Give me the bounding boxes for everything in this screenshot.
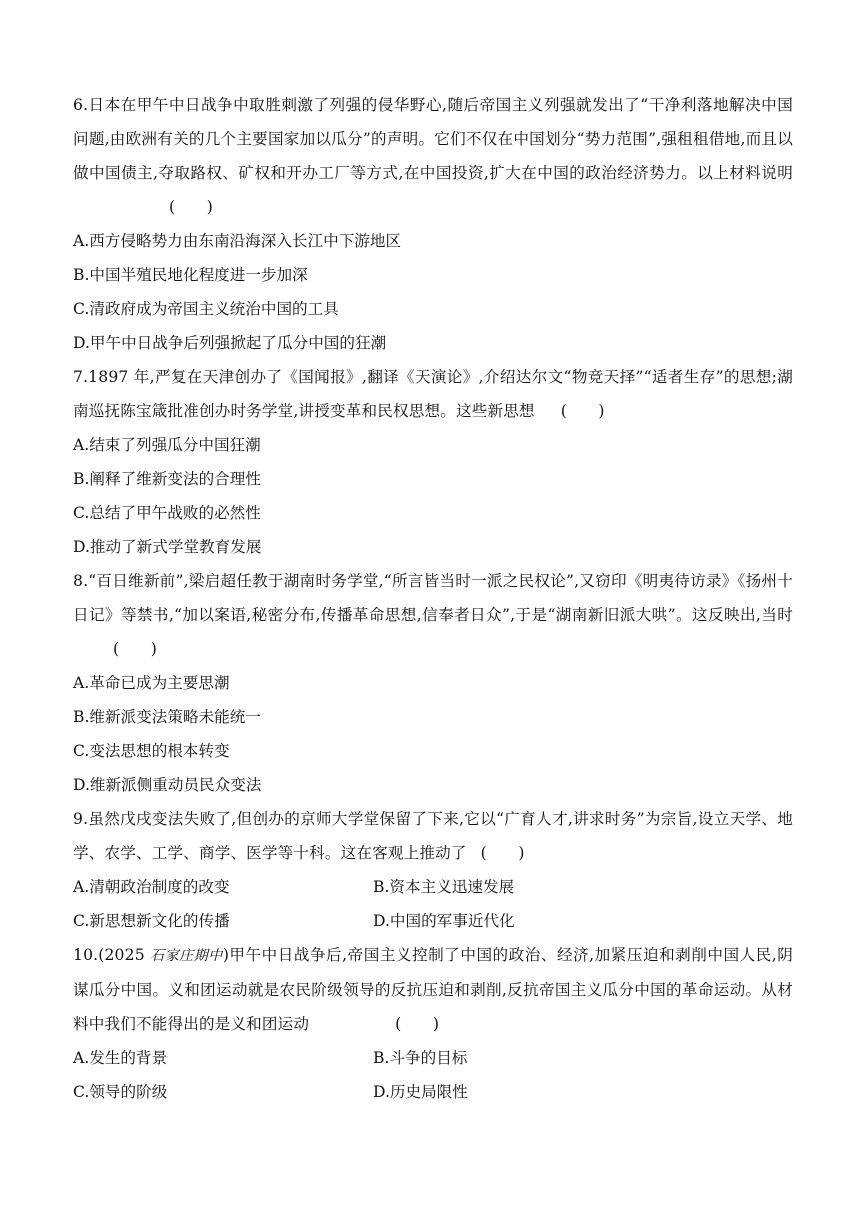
stem-text: 8.“百日维新前”,梁启超任教于湖南时务学堂,“所言皆当时一派之民权论”,又窃印《明夷待访录》《扬州十日记》等禁书,“加以案语,秘密分布,传播革命思想,信奉者日众”,于是“湖南新旧派大哄”。这反映出,当时 [73, 572, 793, 624]
options-row [73, 870, 793, 904]
options-row [73, 1075, 793, 1109]
option-a: A.发生的背景 [73, 1049, 168, 1067]
options-row [73, 904, 793, 938]
option-b: B.斗争的目标 [373, 1049, 468, 1067]
option-d: D.维新派侧重动员民众变法 [73, 776, 262, 794]
option-d: D.甲午中日战争后列强掀起了瓜分中国的狂潮 [73, 334, 387, 352]
question-stem [73, 802, 793, 870]
stem-text: )甲午中日战争后,帝国主义控制了中国的政治、经济,加紧压迫和剥削中国人民,阴谋瓜分中国。义和团运动就是农民阶级领导的反抗压迫和剥削,反抗帝国主义瓜分中国的革命运动。从材料中我们不能得出的是义和团运动 [73, 946, 794, 1033]
answer-parentheses: ( ) [395, 1015, 440, 1033]
option-c: C.清政府成为帝国主义统治中国的工具 [73, 300, 339, 318]
question-6 [73, 88, 793, 360]
stem-text: 9.虽然戊戌变法失败了,但创办的京师大学堂保留了下来,它以“广育人才,讲求时务”为宗旨,设立天学、地学、农学、工学、商学、医学等十科。这在客观上推动了 [73, 810, 793, 862]
option-c: C.变法思想的根本转变 [73, 742, 230, 760]
answer-parentheses: ( ) [560, 402, 605, 420]
question-stem [73, 938, 793, 1041]
question-9 [73, 802, 793, 938]
stem-text: 6.日本在甲午中日战争中取胜刺激了列强的侵华野心,随后帝国主义列强就发出了“干净利落地解决中国问题,由欧洲有关的几个主要国家加以瓜分”的声明。它们不仅在中国划分“势力范围”,强租租借地,而且以做中国债主,夺取路权、矿权和开办工厂等方式,在中国投资,扩大在中国的政治经济势力。以上材料说明 [73, 96, 793, 182]
option-b: B.维新派变法策略未能统一 [73, 708, 261, 726]
question-8 [73, 564, 793, 802]
option-c: C.总结了甲午战败的必然性 [73, 504, 261, 522]
option-b: B.资本主义迅速发展 [373, 878, 515, 896]
answer-parentheses: ( ) [169, 198, 213, 216]
question-7 [73, 360, 793, 564]
question-stem [73, 88, 793, 224]
answer-parentheses: ( ) [113, 640, 157, 658]
option-a: A.西方侵略势力由东南沿海深入长江中下游地区 [73, 232, 402, 250]
option-c: C.领导的阶级 [73, 1083, 168, 1101]
option-c: C.新思想新文化的传播 [73, 912, 230, 930]
option-b: B.中国半殖民地化程度进一步加深 [73, 266, 308, 284]
options-row [73, 1041, 793, 1075]
stem-prefix: 10.(2025 [73, 946, 151, 964]
option-a: A.清朝政治制度的改变 [73, 878, 230, 896]
question-10 [73, 938, 793, 1109]
option-a: A.革命已成为主要思潮 [73, 674, 230, 692]
option-a: A.结束了列强瓜分中国狂潮 [73, 436, 261, 454]
option-d: D.历史局限性 [373, 1083, 468, 1101]
question-stem [73, 360, 793, 428]
answer-parentheses: ( ) [480, 844, 525, 862]
option-d: D.中国的军事近代化 [373, 912, 515, 930]
option-b: B.阐释了维新变法的合理性 [73, 470, 261, 488]
question-page [73, 88, 793, 1109]
stem-text: 7.1897 年,严复在天津创办了《国闻报》,翻译《天演论》,介绍达尔文“物竞天择”“适者生存”的思想;湖南巡抚陈宝箴批准创办时务学堂,讲授变革和民权思想。这些新思想 [73, 368, 793, 420]
question-stem [73, 564, 793, 666]
source-tag: 石家庄期中 [150, 948, 223, 964]
option-d: D.推动了新式学堂教育发展 [73, 538, 262, 556]
